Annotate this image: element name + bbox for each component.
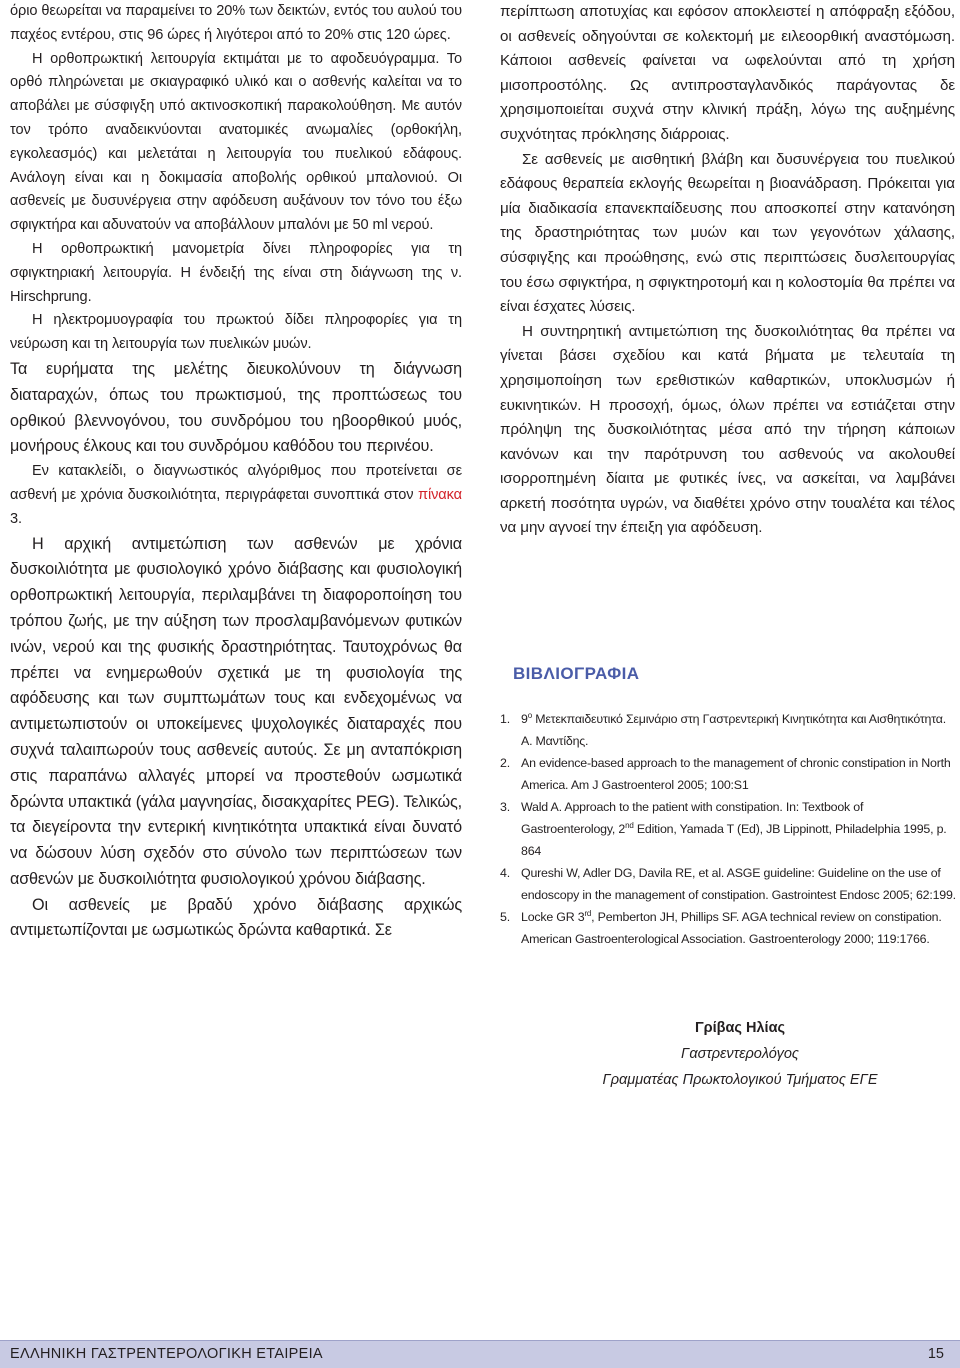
reference-text: Qureshi W, Adler DG, Davila RE, et al. ASGE guideline: Guideline on the use of endoscopy in the management of constipation. Gastrointest Endosc 2005; 62:199. (521, 866, 956, 902)
paragraph-slow-transit: Οι ασθενείς με βραδύ χρόνο διάβασης αρχικώς αντιμετωπίζονται με ωσμωτικώς δρώντα καθαρτικά. Σε (10, 895, 462, 940)
author-role: Γαστρεντερολόγος (681, 1046, 799, 1062)
reference-item (500, 906, 958, 950)
reference-number: 1. (500, 712, 510, 726)
paragraph-initial-treatment: Η αρχική αντιμετώπιση των ασθενών με χρόνια δυσκοιλιότητα με φυσιολογικό χρόνο διάβασης και φυσιολογική ορθοπρωκτική λειτουργία, περιλαμβάνει τη διαφοροποίηση του τρόπου ζωής, με την αύξηση των προσλαμβανόμενων φυτικών ινών, νερού και της φυσικής δραστηριότητας. Ταυτοχρόνως θα πρέπει να ενημερωθούν σχετικά με τη φυσιολογία της αφόδευσης και των συμπτωμάτων τους και ενδεχομένως να αντιμετωπιστούν οι υποκείμενες ψυχολογικές διαταραχές που συχνά ταλαιπωρούν τους ασθενείς αυτούς. Σε μη ανταπόκριση στις παραπάνω αλλαγές μπορεί να προστεθούν ωσμωτικά δρώντα υπακτικά (γάλα μαγνησίας, δισακχαρίτες PEG). Τελικώς, τα διεγείροντα την εντερική κινητικότητα υπακτικά είναι δυνατό να δώσουν λύση σχεδόν στο σύνολο των περιπτώσεων των ασθενών με δυσκοιλιότητα φυσιολογικού χρόνου διάβασης. (10, 534, 462, 888)
reference-item (500, 796, 958, 862)
reference-text: An evidence-based approach to the management of chronic constipation in North America. Am J Gastroenterol 2005; 100:S1 (521, 756, 951, 792)
table-link[interactable]: πίνακα (417, 486, 462, 503)
reference-number: 5. (500, 910, 510, 924)
reference-item (500, 708, 958, 752)
reference-text: 9 (521, 712, 528, 726)
paragraph-algorithm (10, 460, 462, 531)
reference-text: Wald A. Approach to the patient with constipation. In: Textbook of Gastroenterology, 2 (521, 800, 864, 836)
journal-name: ΕΛΛΗΝΙΚΗ ΓΑΣΤΡΕΝΤΕΡΟΛΟΓΙΚΗ ΕΤΑΙΡΕΙΑ (10, 1346, 323, 1362)
reference-text-cont: Edition, Yamada T (Ed), JB Lippinott, Philadelphia 1995, p. 864 (521, 822, 947, 858)
paragraph-biofeedback: Σε ασθενείς με αισθητική βλάβη και δυσυνέργεια του πυελικού εδάφους θεραπεία εκλογής θεωρείται η βιοανάδραση. Πρόκειται για μία διαδικασία επανεκπαίδευσης που αποσκοπεί στην κατανόηση της δραστηριότητας των μυών και των γεγονότων χάλασης, σύσφιγξης και προώθησης, ενώ στις περιπτώσεις δυσλειτουργίας του έσω σφιγκτήρα, η σφιγκτηροτομή και η κολοστομία θα πρέπει να είναι έσχατες λύσεις. (500, 150, 955, 316)
bibliography-heading: ΒΙΒΛΙΟΓΡΑΦΙΑ (513, 664, 640, 683)
page-number: 15 (927, 1346, 944, 1362)
paragraph-electromyography: Η ηλεκτρομυογραφία του πρωκτού δίδει πληροφορίες για τη νεύρωση και τη λειτουργία των πυελικών μυών. (10, 312, 462, 353)
paragraph-transit-threshold: όριο θεωρείται να παραμείνει το 20% των δεικτών, εντός του αυλού του παχέος εντέρου, στις 96 ώρες ή λιγότεροι από το 20% στις 120 ώρες. (10, 3, 462, 43)
reference-text-cont: , Pemberton JH, Phillips SF. AGA technical review on constipation. American Gastroenterological Association. Gastroenterology 2000; 119:1766. (521, 910, 942, 946)
reference-superscript: nd (625, 820, 634, 830)
reference-text: Locke GR 3 (521, 910, 585, 924)
reference-number: 3. (500, 800, 510, 814)
paragraph-findings: Τα ευρήματα της μελέτης διευκολύνουν τη διάγνωση διαταραχών, όπως του πρωκτισμού, της προπτώσεως του ορθικού βλεννογόνου, του συνδρόμου του ηβοορθικού μυός, μονήρους έλκους και του συνδρόμου καθόδου του περινέου. (10, 359, 462, 456)
reference-superscript: rd (584, 908, 592, 918)
paragraph-manometry: Η ορθοπρωκτική μανομετρία δίνει πληροφορίες για τη σφιγκτηριακή λειτουργία. Η ένδειξή της είναι στη διάγνωση της ν. Hirschprung. (10, 240, 462, 305)
reference-superscript: ο (527, 710, 532, 720)
reference-item (500, 752, 958, 796)
author-position: Γραμματέας Πρωκτολογικού Τμήματος ΕΓΕ (602, 1072, 878, 1088)
reference-text-cont: Μετεκπαιδευτικό Σεμινάριο στη Γαστρεντερική Κινητικότητα και Αισθητικότητα. Α. Μαντίδης. (521, 712, 946, 748)
algorithm-text: Εν κατακλείδι, ο διαγνωστικός αλγόριθμος που προτείνεται σε ασθενή με χρόνια δυσκοιλιότητα, περιγράφεται συνοπτικά στον (10, 463, 462, 503)
author-block (520, 1015, 960, 1093)
reference-number: 2. (500, 756, 510, 770)
paragraph-colectomy: περίπτωση αποτυχίας και εφόσον αποκλειστεί η απόφραξη εξόδου, οι ασθενείς οδηγούνται σε κολεκτομή με ειλεοορθική αναστόμωση. Κάποιοι ασθενείς φαίνεται να ωφελούνται από τη χρήση μισοπροστόλης. Ως αντιπροσταγλανδικός παράγοντας δε χρησιμοποιείται συχνά στην κλινική πράξη, λόγω της αυξημένης συχνότητας πρόκλησης διάρροιας. (500, 3, 955, 143)
left-column (10, 0, 462, 944)
author-name: Γρίβας Ηλίας (694, 1020, 786, 1036)
reference-list (500, 708, 958, 950)
paragraph-defecography: Η ορθοπρωκτική λειτουργία εκτιμάται με το αφοδευόγραμμα. Το ορθό πληρώνεται με σκιαγραφικό υλικό και ο ασθενής καλείται να το αποβάλει με σύσφιγξη υπό ακτινοσκοπική παρακολούθηση. Με αυτόν τον τρόπο αναδεικνύονται ανατομικές ανωμαλίες (ορθοκήλη, εγκολεασμός) και μελετάται η λειτουργία του πυελικού εδάφους. Ανάλογη είναι και η δοκιμασία αποβολής ορθικού μπαλονιού. Οι ασθενείς με δυσυνέργεια στην αφόδευση αυξάνουν τον τόνο του έξω σφιγκτήρα και αδυνατούν να αποβάλλουν μπαλόνι με 50 ml νερού. (10, 50, 462, 234)
algorithm-text-end: 3. (10, 510, 22, 527)
page-footer (0, 1340, 960, 1368)
reference-item (500, 862, 958, 906)
paragraph-conservative-treatment: Η συντηρητική αντιμετώπιση της δυσκοιλιότητας θα πρέπει να γίνεται βάσει σχεδίου και κατά βήματα με τελευταία τη χρησιμοποίηση των ερεθιστικών καθαρτικών, υποκλυσμών ή ευκινητικών. Η προσοχή, όμως, όλων πρέπει να εστιάζεται στην πρόληψη της δυσκοιλιότητας μέσα από την τήρηση κάποιων κανόνων και την παρότρυνση του ασθενούς να ακολουθεί ισορροπημένη δίαιτα με φυτικές ίνες, να ασκείται, να λαμβάνει αρκετή ποσότητα υγρών, να διαθέτει χρόνο στην τουαλέτα και τέλος να μην αγνοεί την έπειξη για αφόδευση. (500, 322, 955, 537)
right-column (500, 0, 955, 541)
reference-number: 4. (500, 866, 510, 880)
